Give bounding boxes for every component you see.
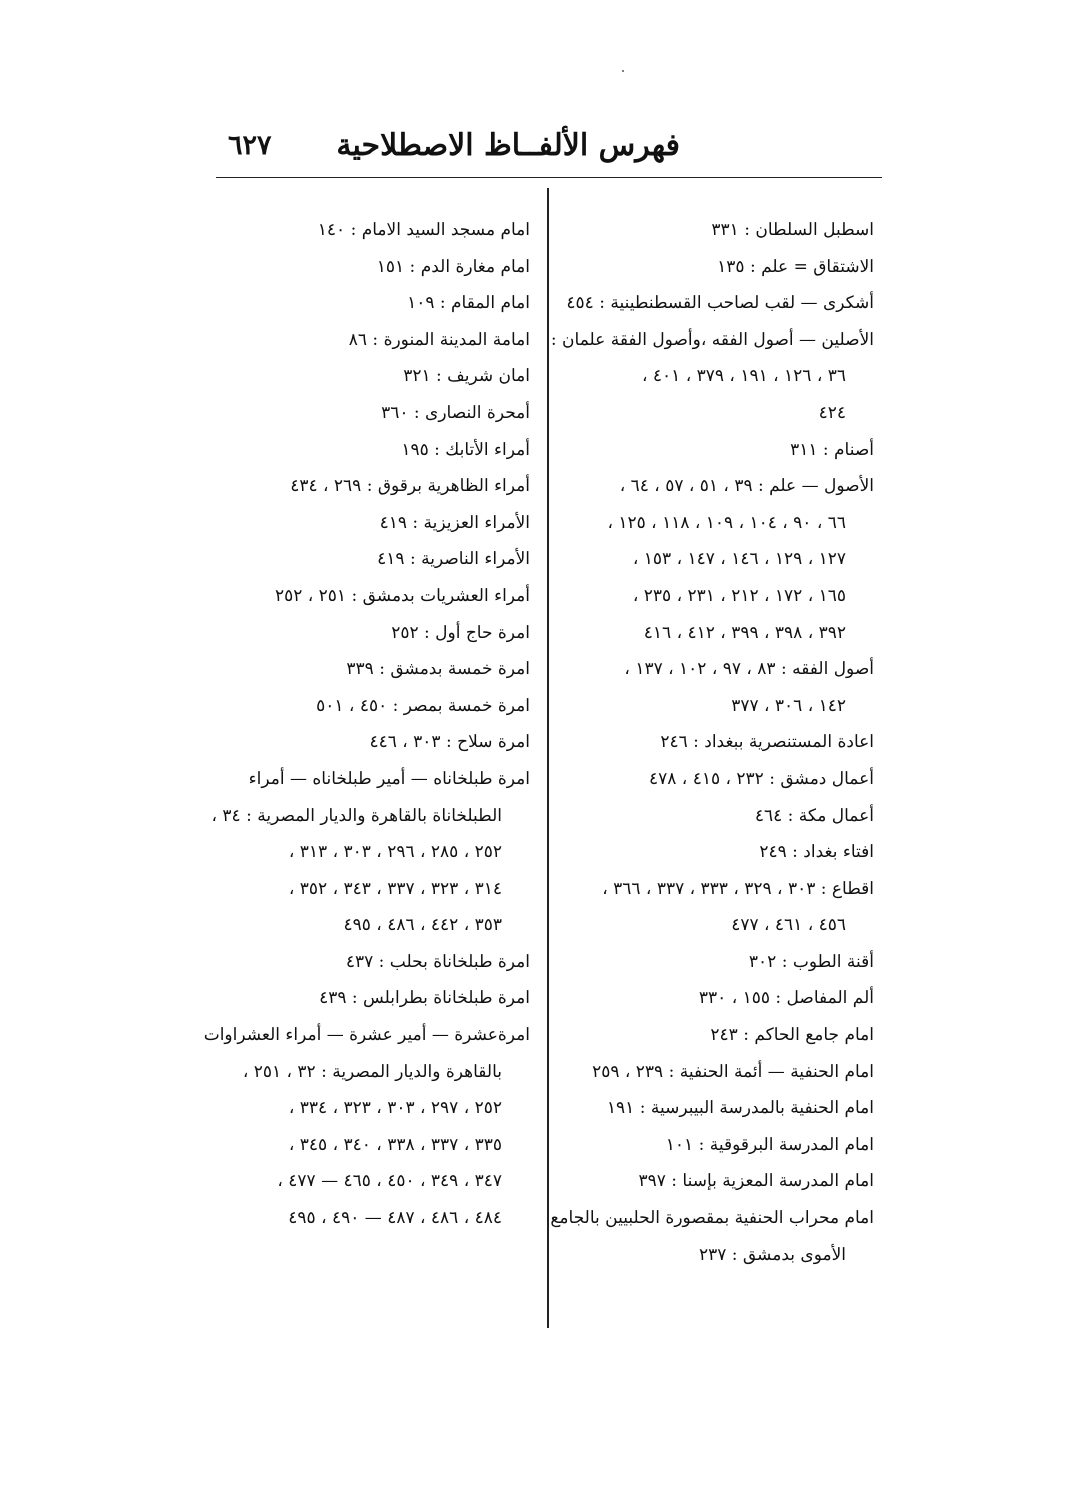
index-entry: امرةعشرة — أمير عشرة — أمراء العشراوات [203, 1025, 530, 1046]
index-entry: امرة طبلخاناة بحلب : ٤٣٧ [345, 951, 530, 972]
page-header [218, 128, 880, 172]
index-entry-continuation: الطبلخاناة بالقاهرة والديار المصرية : ٣٤ ، [211, 805, 502, 826]
index-entry: الأمراء العزيزية : ٤١٩ [379, 512, 530, 533]
index-entry: أمراء العشريات بدمشق : ٢٥١ ، ٢٥٢ [274, 585, 530, 606]
index-entry: الاشتقاق = علم : ١٣٥ [717, 256, 874, 277]
index-entry: امام جامع الحاكم : ٢٤٣ [710, 1025, 874, 1046]
index-entry: افتاء بغداد : ٢٤٩ [759, 842, 874, 863]
index-entry: امرة طبلخاناه — أمير طبلخاناه — أمراء [248, 768, 530, 789]
index-entry-continuation: بالقاهرة والديار المصرية : ٣٢ ، ٢٥١ ، [242, 1061, 502, 1082]
index-entry: ألم المفاصل : ١٥٥ ، ٣٣٠ [698, 988, 874, 1009]
index-entry: اسطبل السلطان : ٣٣١ [711, 220, 874, 240]
index-entry-continuation: ٤٥٦ ، ٤٦١ ، ٤٧٧ [731, 915, 846, 936]
index-entry-continuation: ٤٨٤ ، ٤٨٦ ، ٤٨٧ — ٤٩٠ ، ٤٩٥ [288, 1208, 502, 1229]
index-entry: امام مسجد السيد الامام : ١٤٠ [317, 220, 530, 240]
index-entry-continuation: ٢٥٢ ، ٢٩٧ ، ٣٠٣ ، ٣٢٣ ، ٣٣٤ ، [288, 1098, 502, 1119]
index-entry: أعمال دمشق : ٢٣٢ ، ٤١٥ ، ٤٧٨ [649, 768, 874, 789]
index-entry: امرة حاج أول : ٢٥٢ [391, 622, 530, 643]
index-entry-continuation: ٣١٤ ، ٣٢٣ ، ٣٣٧ ، ٣٤٣ ، ٣٥٢ ، [288, 878, 502, 899]
index-entry: الأصلين — أصول الفقه ،وأصول الفقة علمان : [550, 329, 874, 350]
index-column-left [203, 212, 530, 1237]
index-entry-continuation: ٦٦ ، ٩٠ ، ١٠٤ ، ١٠٩ ، ١١٨ ، ١٢٥ ، [607, 512, 846, 533]
index-entry: امام الحنفية — أئمة الحنفية : ٢٣٩ ، ٢٥٩ [592, 1061, 874, 1082]
index-entry-continuation: ٣٥٣ ، ٤٤٢ ، ٤٨٦ ، ٤٩٥ [343, 915, 502, 936]
index-entry: امرة سلاح : ٣٠٣ ، ٤٤٦ [369, 732, 530, 753]
index-entry: الأمراء الناصرية : ٤١٩ [377, 549, 530, 570]
index-entry: امام محراب الحنفية بمقصورة الحلبيين بالجامع [550, 1208, 874, 1229]
index-entry: امام الحنفية بالمدرسة البيبرسية : ١٩١ [606, 1098, 874, 1119]
index-entry: امان شريف : ٣٢١ [403, 366, 530, 387]
index-entry-continuation: ٣٣٥ ، ٣٣٧ ، ٣٣٨ ، ٣٤٠ ، ٣٤٥ ، [288, 1134, 502, 1155]
index-entry: امام المدرسة البرقوقية : ١٠١ [665, 1134, 874, 1155]
index-entry: امام المدرسة المعزية بإسنا : ٣٩٧ [638, 1171, 874, 1192]
index-entry: امرة طبلخاناة بطرابلس : ٤٣٩ [319, 988, 530, 1009]
index-entry: أمحرة النصارى : ٣٦٠ [381, 402, 530, 423]
index-entry: أشكرى — لقب لصاحب القسطنطينية : ٤٥٤ [566, 293, 874, 314]
index-entry-continuation: ٣٦ ، ١٢٦ ، ١٩١ ، ٣٧٩ ، ٤٠١ ، [642, 366, 846, 387]
index-entry-continuation: الأموى بدمشق : ٢٣٧ [698, 1244, 846, 1265]
index-entry-continuation: ٤٢٤ [818, 402, 846, 423]
index-entry: امرة خمسة بمصر : ٤٥٠ ، ٥٠١ [316, 695, 530, 716]
header-rule [216, 177, 882, 178]
index-entry-continuation: ١٤٢ ، ٣٠٦ ، ٣٧٧ [731, 695, 846, 716]
page-title: فهرس الألفــاظ الاصطلاحية [336, 128, 680, 163]
page-speck [622, 70, 624, 72]
index-entry: اعادة المستنصرية ببغداد : ٢٤٦ [660, 732, 874, 753]
index-column-right [550, 212, 874, 1273]
index-entry-continuation: ٢٥٢ ، ٢٨٥ ، ٢٩٦ ، ٣٠٣ ، ٣١٣ ، [288, 842, 502, 863]
index-entry: امامة المدينة المنورة : ٨٦ [348, 329, 530, 350]
index-entry: امام المقام : ١٠٩ [407, 293, 530, 314]
index-entry: أقنة الطوب : ٣٠٢ [748, 951, 874, 972]
index-entry-continuation: ٣٤٧ ، ٣٤٩ ، ٤٥٠ ، ٤٦٥ — ٤٧٧ ، [277, 1171, 502, 1192]
page-number: ٦٢٧ [228, 130, 272, 161]
index-entry-continuation: ١٦٥ ، ١٧٢ ، ٢١٢ ، ٢٣١ ، ٢٣٥ ، [632, 585, 846, 606]
index-entry: اقطاع : ٣٠٣ ، ٣٢٩ ، ٣٣٣ ، ٣٣٧ ، ٣٦٦ ، [602, 878, 874, 899]
index-entry-continuation: ٣٩٢ ، ٣٩٨ ، ٣٩٩ ، ٤١٢ ، ٤١٦ [643, 622, 846, 643]
index-entry: امام مغارة الدم : ١٥١ [376, 256, 530, 277]
index-entry-continuation: ١٢٧ ، ١٢٩ ، ١٤٦ ، ١٤٧ ، ١٥٣ ، [632, 549, 846, 570]
index-entry: أمراء الأتابك : ١٩٥ [401, 439, 530, 460]
index-entry: أصنام : ٣١١ [790, 439, 874, 460]
index-entry: أعمال مكة : ٤٦٤ [754, 805, 874, 826]
column-divider [547, 188, 549, 1328]
index-entry: أمراء الظاهرية برقوق : ٢٦٩ ، ٤٣٤ [290, 476, 530, 497]
index-entry: امرة خمسة بدمشق : ٣٣٩ [346, 659, 530, 680]
index-entry: الأصول — علم : ٣٩ ، ٥١ ، ٥٧ ، ٦٤ ، [619, 476, 874, 497]
index-entry: أصول الفقه : ٨٣ ، ٩٧ ، ١٠٢ ، ١٣٧ ، [624, 659, 874, 680]
